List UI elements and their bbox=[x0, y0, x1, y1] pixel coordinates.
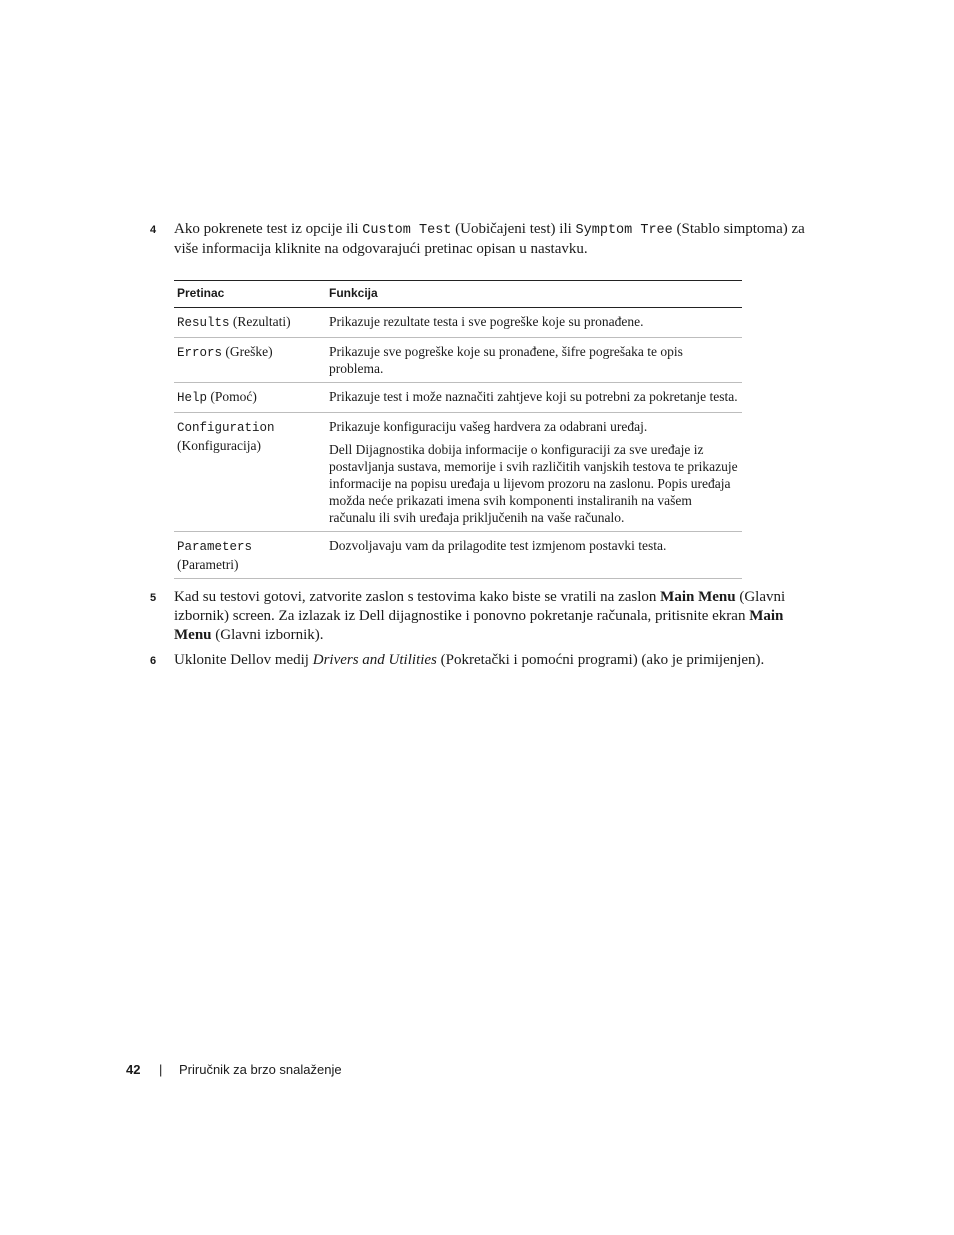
step-5 bbox=[150, 588, 820, 645]
tab-cell bbox=[174, 338, 326, 383]
step-text: Ako pokrenete test iz opcije ili Custom Test (Uobičajeni test) ili Symptom Tree (Stablo simptoma) za više informacija kliknite na odgovarajući pretinac opisan u nastavku. bbox=[174, 221, 805, 257]
media-title: Drivers and Utilities bbox=[312, 652, 437, 668]
code-symptom-tree: Symptom Tree bbox=[575, 223, 673, 238]
function-cell: Prikazuje sve pogreške koje su pronađene, šifre pogrešaka te opis problema. bbox=[326, 338, 742, 383]
tab-code: Results bbox=[177, 316, 230, 330]
tab-cell bbox=[174, 532, 326, 579]
main-menu-bold: Main Menu bbox=[174, 608, 784, 643]
footer-title: Priručnik za brzo snalaženje bbox=[179, 1062, 342, 1077]
table-row bbox=[174, 308, 742, 338]
step-number: 5 bbox=[150, 592, 157, 604]
page-number: 42 bbox=[126, 1062, 141, 1077]
table-row bbox=[174, 338, 742, 383]
table-row bbox=[174, 532, 742, 579]
footer-separator: | bbox=[159, 1062, 163, 1077]
tab-code: Parameters bbox=[177, 540, 253, 554]
tab-cell bbox=[174, 413, 326, 532]
tab-code: Configuration bbox=[177, 421, 275, 435]
step-text: Kad su testovi gotovi, zatvorite zaslon s testovima kako biste se vratili na zaslon Main Menu (Glavni izbornik) screen. Za izlazak iz Dell dijagnostike i ponovno pokretanje računala, pritisnite ekran Main Menu (Glavni izbornik). bbox=[174, 589, 786, 643]
main-menu-bold: Main Menu bbox=[660, 589, 736, 605]
function-cell: Prikazuje rezultate testa i sve pogreške koje su pronađene. bbox=[326, 308, 742, 338]
function-cell: Dozvoljavaju vam da prilagodite test izmjenom postavki testa. bbox=[326, 532, 742, 579]
tab-cell bbox=[174, 308, 326, 338]
table-row bbox=[174, 413, 742, 532]
tab-code: Errors bbox=[177, 346, 223, 360]
code-custom-test: Custom Test bbox=[362, 223, 452, 238]
table-row bbox=[174, 383, 742, 413]
function-cell: Prikazuje konfiguraciju vašeg hardvera za odabrani uređaj. Dell Dijagnostika dobija informacije o konfiguraciji za sve uređaje iz postavljanja sustava, memorije i svih različitih vanjskih testova te prikazuje informacije na popisu uređaja u lijevom prozoru na zaslonu. Popis uređaja možda neće prikazati imena svih komponenti instaliranih na vašem računalu ili svih uređaja priključenih na vaše računalo. bbox=[326, 413, 742, 532]
tab-label: (Rezultati) bbox=[229, 314, 291, 329]
tab-label: (Konfiguracija) bbox=[177, 438, 261, 453]
header-pretinac: Pretinac bbox=[174, 281, 326, 308]
step-text: Uklonite Dellov medij Drivers and Utilities (Pokretački i pomoćni programi) (ako je primijenjen). bbox=[174, 652, 765, 668]
function-cell: Prikazuje test i može naznačiti zahtjeve koji su potrebni za pokretanje testa. bbox=[326, 383, 742, 413]
table-header-row bbox=[174, 281, 742, 308]
step-number: 6 bbox=[150, 655, 157, 667]
tab-label: (Parametri) bbox=[177, 557, 239, 572]
header-funkcija: Funkcija bbox=[326, 281, 742, 308]
step-6 bbox=[150, 651, 820, 670]
step-4 bbox=[150, 220, 820, 259]
tab-label: (Pomoć) bbox=[207, 389, 257, 404]
step-number: 4 bbox=[150, 224, 157, 236]
page-footer bbox=[126, 1062, 342, 1077]
tab-cell bbox=[174, 383, 326, 413]
tab-label: (Greške) bbox=[222, 344, 273, 359]
tab-code: Help bbox=[177, 391, 208, 405]
tabs-table bbox=[174, 280, 742, 579]
